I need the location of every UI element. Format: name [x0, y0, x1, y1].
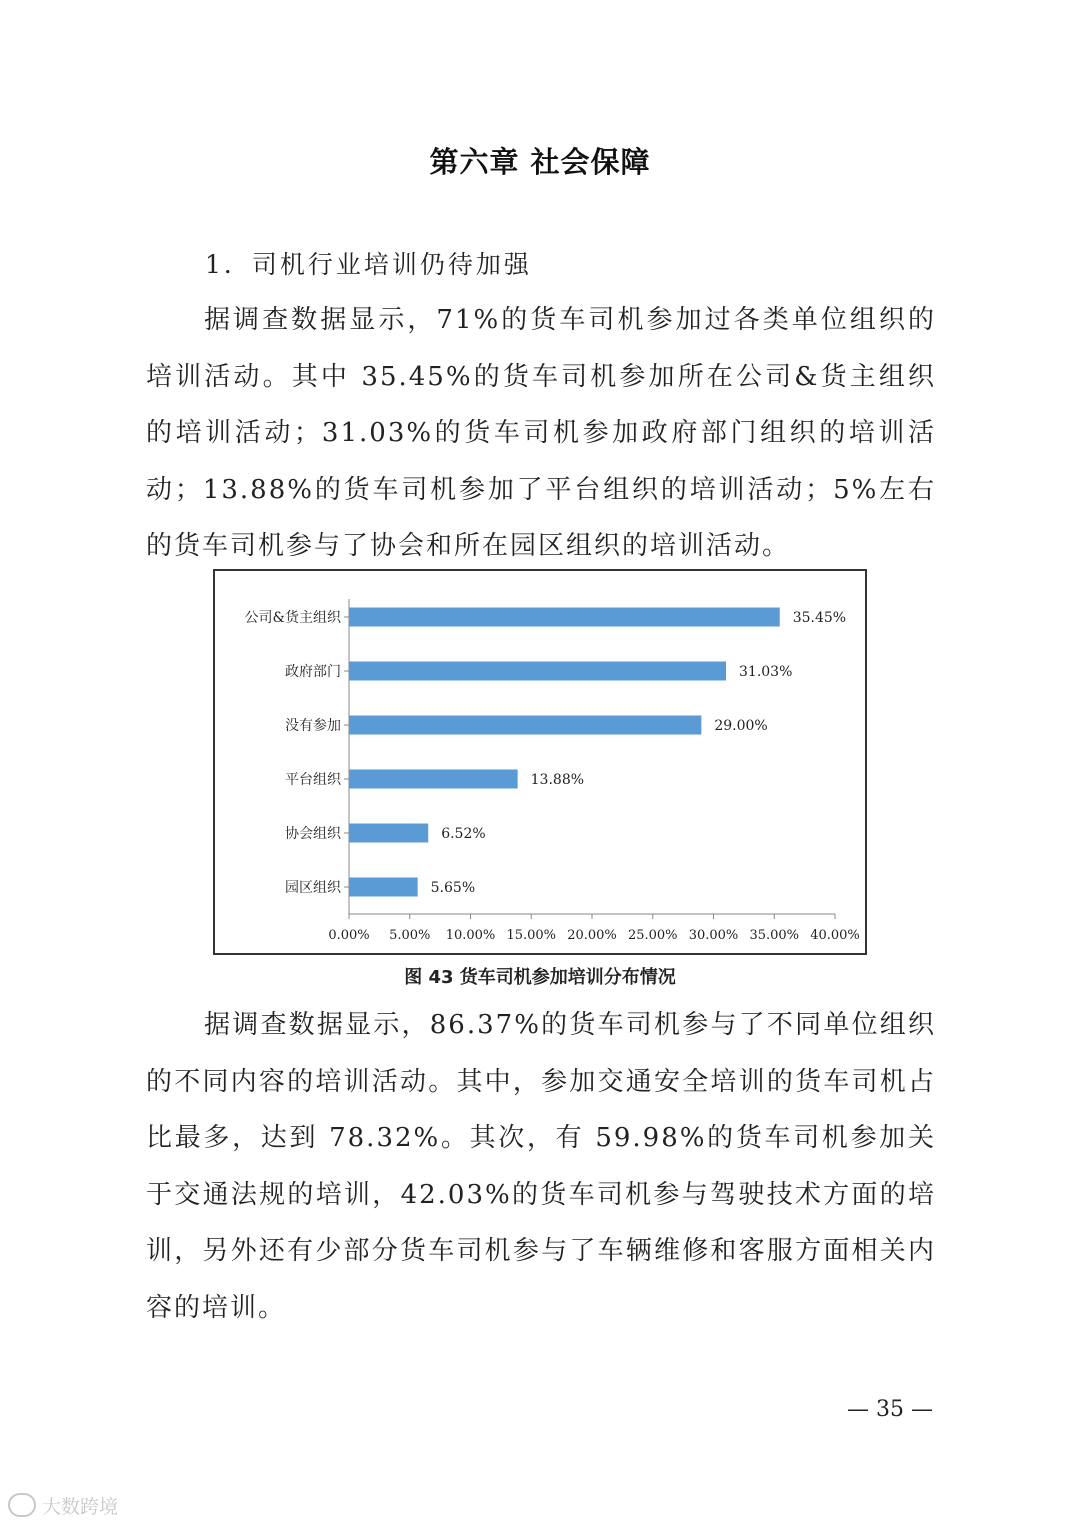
bar: [349, 662, 726, 681]
x-tick-label: 0.00%: [328, 928, 370, 943]
data-label: 35.45%: [792, 610, 847, 626]
watermark-logo-icon: [8, 1493, 36, 1517]
body-paragraph: 据调查数据显示，86.37%的货车司机参与了不同单位组织的不同内容的培训活动。其中，参加交通安全培训的货车司机占比最多，达到 78.32%。其次，有 59.98%的货车司机参加关于交通法规的培训，42.03%的货车司机参与驾驶技术方面的培训，另外还有少部分货车司机参与了车辆维修和客服方面相关内容的培训。: [146, 1010, 936, 1323]
page-number: — 35 —: [847, 1397, 933, 1422]
category-label: 协会组织: [285, 826, 341, 842]
data-label: 31.03%: [739, 664, 793, 680]
figure-caption: 图 43 货车司机参加培训分布情况: [404, 967, 676, 988]
bar-chart: [213, 569, 867, 955]
watermark-text: 大数跨境: [42, 1495, 119, 1518]
x-tick-label: 40.00%: [810, 928, 860, 943]
category-label: 没有参加: [285, 718, 341, 734]
body-paragraph: 据调查数据显示，71%的货车司机参加过各类单位组织的培训活动。其中 35.45%的货车司机参加所在公司&货主组织的培训活动；31.03%的货车司机参加政府部门组织的培训活动；13.88%的货车司机参加了平台组织的培训活动；5%左右的货车司机参与了协会和所在园区组织的培训活动。: [146, 305, 936, 561]
category-label: 政府部门: [285, 664, 341, 680]
category-label: 公司&货主组织: [244, 610, 341, 626]
bar: [349, 716, 701, 735]
chapter-title: 第六章 社会保障: [429, 145, 651, 179]
x-tick-label: 15.00%: [506, 928, 557, 943]
x-tick-label: 20.00%: [567, 928, 617, 943]
bar: [349, 770, 518, 789]
category-label: 园区组织: [285, 880, 341, 896]
x-tick-label: 5.00%: [389, 928, 431, 943]
category-label: 平台组织: [285, 772, 341, 788]
bar: [349, 608, 780, 627]
x-tick-label: 30.00%: [688, 928, 739, 943]
watermark: [8, 1488, 158, 1522]
data-label: 13.88%: [530, 772, 585, 788]
bar: [349, 878, 418, 897]
data-label: 6.52%: [441, 826, 486, 842]
bar-chart-canvas: [215, 571, 865, 953]
data-label: 29.00%: [714, 718, 768, 734]
x-tick-label: 35.00%: [749, 928, 800, 943]
data-label: 5.65%: [430, 880, 476, 896]
section-heading: 1．司机行业培训仍待加强: [205, 250, 532, 279]
bar: [349, 824, 428, 843]
x-tick-label: 25.00%: [627, 928, 678, 943]
x-tick-label: 10.00%: [445, 928, 496, 943]
